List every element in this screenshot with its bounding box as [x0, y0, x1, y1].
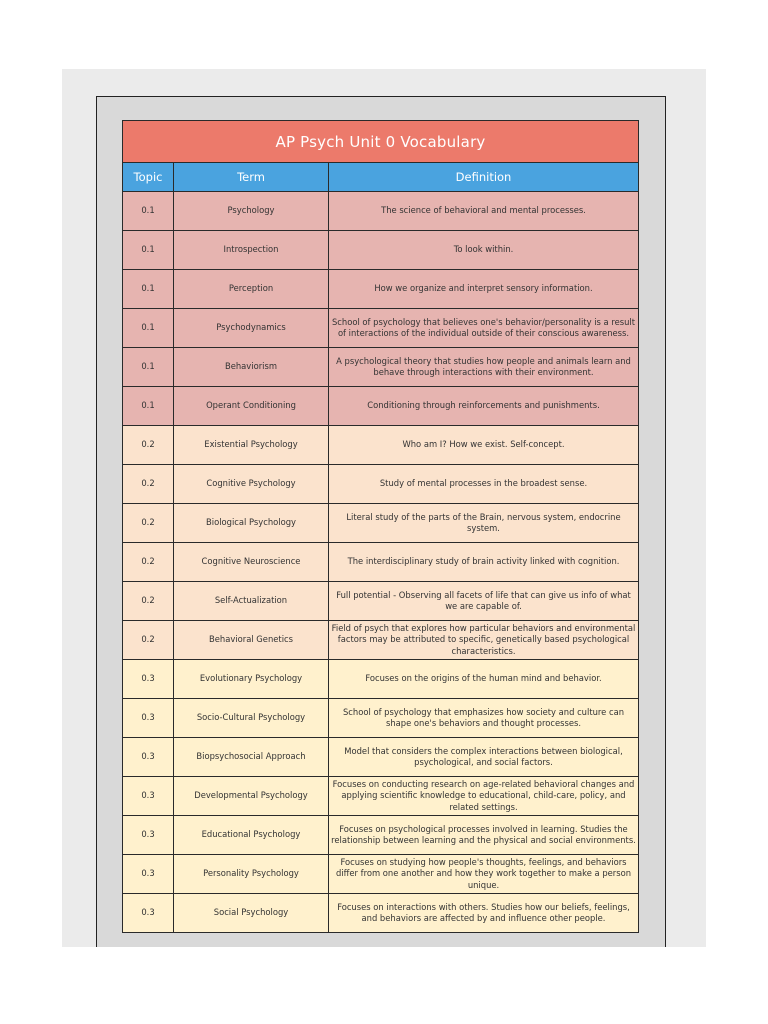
definition-cell: Conditioning through reinforcements and punishments. [329, 387, 639, 426]
definition-cell: Study of mental processes in the broadest sense. [329, 465, 639, 504]
topic-cell: 0.3 [123, 894, 174, 933]
table-row [123, 738, 639, 777]
column-header-topic: Topic [123, 163, 174, 192]
topic-cell: 0.3 [123, 777, 174, 816]
definition-cell: Focuses on interactions with others. Studies how our beliefs, feelings, and behaviors are affected by and influence other people. [329, 894, 639, 933]
table-row [123, 855, 639, 894]
topic-cell: 0.3 [123, 816, 174, 855]
term-cell: Evolutionary Psychology [174, 660, 329, 699]
topic-cell: 0.1 [123, 309, 174, 348]
topic-cell: 0.1 [123, 192, 174, 231]
term-cell: Operant Conditioning [174, 387, 329, 426]
definition-cell: A psychological theory that studies how people and animals learn and behave through interactions with their environment. [329, 348, 639, 387]
term-cell: Developmental Psychology [174, 777, 329, 816]
definition-cell: Focuses on the origins of the human mind and behavior. [329, 660, 639, 699]
definition-cell: Focuses on studying how people's thoughts, feelings, and behaviors differ from one another and how they work together to make a person unique. [329, 855, 639, 894]
column-header-row [123, 163, 639, 192]
definition-cell: Focuses on psychological processes involved in learning. Studies the relationship between learning and the physical and social environments. [329, 816, 639, 855]
topic-cell: 0.2 [123, 582, 174, 621]
topic-cell: 0.2 [123, 426, 174, 465]
definition-cell: School of psychology that emphasizes how society and culture can shape one's behaviors and thought processes. [329, 699, 639, 738]
topic-cell: 0.2 [123, 504, 174, 543]
definition-cell: The science of behavioral and mental processes. [329, 192, 639, 231]
topic-cell: 0.3 [123, 660, 174, 699]
definition-cell: How we organize and interpret sensory information. [329, 270, 639, 309]
term-cell: Cognitive Neuroscience [174, 543, 329, 582]
term-cell: Self-Actualization [174, 582, 329, 621]
table-row [123, 894, 639, 933]
table-row [123, 309, 639, 348]
definition-cell: Who am I? How we exist. Self-concept. [329, 426, 639, 465]
table-row [123, 426, 639, 465]
term-cell: Cognitive Psychology [174, 465, 329, 504]
column-header-term: Term [174, 163, 329, 192]
vocabulary-table [122, 120, 639, 933]
definition-cell: Literal study of the parts of the Brain, nervous system, endocrine system. [329, 504, 639, 543]
definition-cell: School of psychology that believes one's behavior/personality is a result of interactions of the individual outside of their conscious awareness. [329, 309, 639, 348]
table-row [123, 504, 639, 543]
document-page [96, 96, 666, 947]
table-row [123, 231, 639, 270]
table-row [123, 816, 639, 855]
term-cell: Behavioral Genetics [174, 621, 329, 660]
definition-cell: The interdisciplinary study of brain activity linked with cognition. [329, 543, 639, 582]
term-cell: Biological Psychology [174, 504, 329, 543]
topic-cell: 0.3 [123, 738, 174, 777]
topic-cell: 0.2 [123, 465, 174, 504]
term-cell: Socio-Cultural Psychology [174, 699, 329, 738]
table-row [123, 270, 639, 309]
table-row [123, 777, 639, 816]
definition-cell: Focuses on conducting research on age-related behavioral changes and applying scientific knowledge to educational, child-care, policy, and related settings. [329, 777, 639, 816]
table-row [123, 192, 639, 231]
term-cell: Social Psychology [174, 894, 329, 933]
table-row [123, 465, 639, 504]
definition-cell: To look within. [329, 231, 639, 270]
document-viewer[interactable] [62, 69, 706, 947]
table-row [123, 621, 639, 660]
table-title: AP Psych Unit 0 Vocabulary [123, 121, 639, 163]
term-cell: Psychodynamics [174, 309, 329, 348]
term-cell: Existential Psychology [174, 426, 329, 465]
term-cell: Introspection [174, 231, 329, 270]
topic-cell: 0.1 [123, 387, 174, 426]
definition-cell: Model that considers the complex interactions between biological, psychological, and social factors. [329, 738, 639, 777]
table-row [123, 582, 639, 621]
topic-cell: 0.2 [123, 621, 174, 660]
topic-cell: 0.1 [123, 348, 174, 387]
table-row [123, 348, 639, 387]
definition-cell: Full potential - Observing all facets of life that can give us info of what we are capable of. [329, 582, 639, 621]
table-row [123, 660, 639, 699]
term-cell: Educational Psychology [174, 816, 329, 855]
term-cell: Behaviorism [174, 348, 329, 387]
term-cell: Biopsychosocial Approach [174, 738, 329, 777]
topic-cell: 0.3 [123, 699, 174, 738]
term-cell: Psychology [174, 192, 329, 231]
topic-cell: 0.2 [123, 543, 174, 582]
term-cell: Perception [174, 270, 329, 309]
topic-cell: 0.1 [123, 231, 174, 270]
topic-cell: 0.1 [123, 270, 174, 309]
table-row [123, 699, 639, 738]
definition-cell: Field of psych that explores how particular behaviors and environmental factors may be attributed to specific, genetically based psychological characteristics. [329, 621, 639, 660]
column-header-definition: Definition [329, 163, 639, 192]
topic-cell: 0.3 [123, 855, 174, 894]
table-row [123, 387, 639, 426]
table-row [123, 543, 639, 582]
term-cell: Personality Psychology [174, 855, 329, 894]
